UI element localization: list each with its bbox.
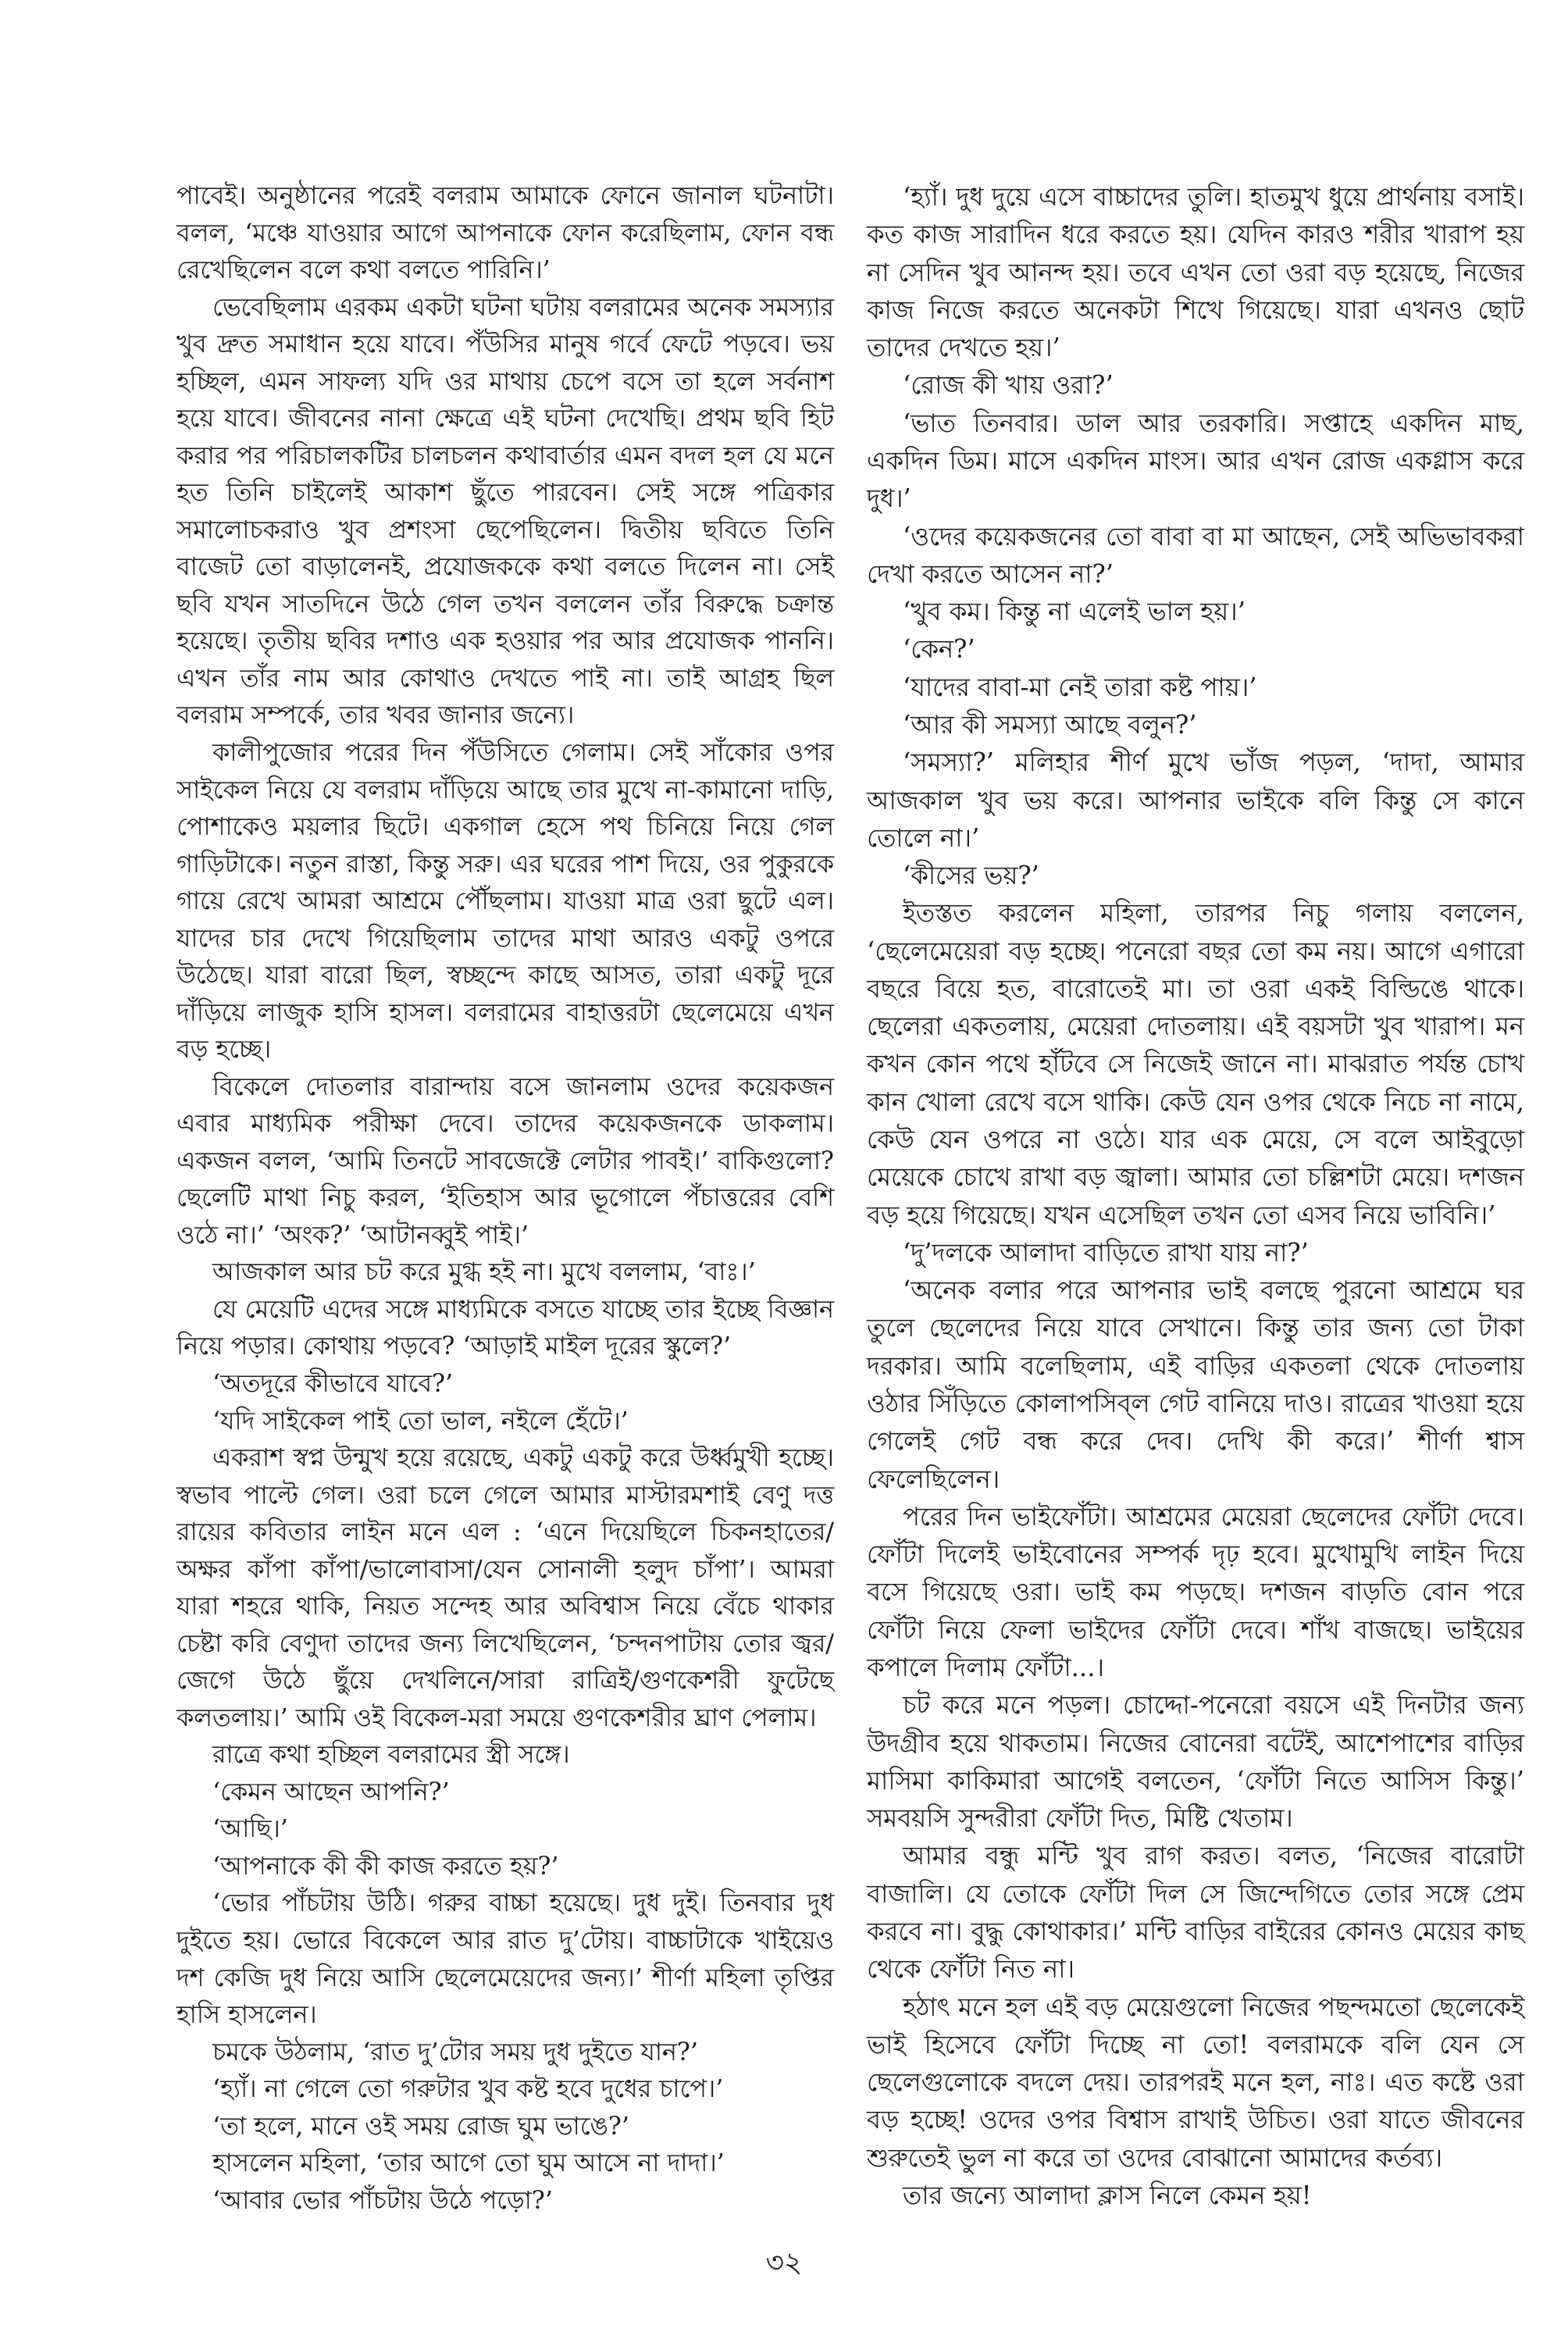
paragraph: চমকে উঠলাম, ‘রাত দু’টোর সময় দুধ দুইতে যান?’: [212, 2038, 699, 2067]
paragraph: ‘রোজ কী খায় ওরা?’: [903, 370, 1114, 401]
paragraph: ‘হ্যাঁ। না গেলে তো গরুটার খুব কষ্ট হবে দুধের চাপে।’: [212, 2075, 724, 2104]
paragraph: পরের দিন ভাইফোঁটা। আশ্রমের মেয়েরা ছেলেদের ফোঁটা দেবে। ফোঁটা দিলেই ভাইবোনের সম্পর্ক দৃঢ় হবে। মুখোমুখি লাইন দিয়ে বসে গিয়েছে ওরা। ভাই কম পড়ছে। দশজন বাড়তি বোন পরে ফোঁটা নিয়ে ফেলা ভাইদের ফোঁটা দেবে। শাঁখ বাজছে। ভাইয়ের কপালে দিলাম ফোঁটা...।: [867, 1501, 1524, 1682]
paragraph: ‘কেমন আছেন আপনি?’: [212, 1778, 450, 1806]
paragraph: পাবেই। অনুষ্ঠানের পরেই বলরাম আমাকে ফোনে জানাল ঘটনাটা। বলল, ‘মঞ্চে যাওয়ার আগে আপনাকে ফোন করেছিলাম, ফোন বন্ধ রেখেছিলেন বলে কথা বলতে পারিনি।’: [176, 182, 834, 285]
paragraph: কালীপুজোর পরের দিন পঁউসিতে গেলাম। সেই সাঁকোর ওপর সাইকেল নিয়ে যে বলরাম দাঁড়িয়ে আছে তার মুখে না-কামানো দাড়ি, পোশাকেও ময়লার ছিটে। একগাল হেসে পথ চিনিয়ে নিয়ে গেল গাড়িটাকে। নতুন রাস্তা, কিন্তু সরু। এর ঘরের পাশ দিয়ে, ওর পুকুরকে গায়ে রেখে আমরা আশ্রমে পৌঁছলাম। যাওয়া মাত্র ওরা ছুটে এল। যাদের চার দেখে গিয়েছিলাম তাদের মাথা আরও একটু ওপরে উঠেছে। যারা বারো ছিল, স্বচ্ছন্দে কাছে আসত, তারা একটু দূরে দাঁড়িয়ে লাজুক হাসি হাসল। বলরামের বাহাত্তরটা ছেলেমেয়ে এখন বড় হচ্ছে।: [176, 738, 835, 1064]
paragraph: আমার বন্ধু মন্টি খুব রাগ করত। বলত, ‘নিজের বারোটা বাজালি। যে তোকে ফোঁটা দিল সে জিন্দেগিতে তোর সঙ্গে প্রেম করবে না। বুদ্ধু কোথাকার।’ মন্টি বাড়ির বাইরের কোনও মেয়ের কাছ থেকে ফোঁটা নিত না।: [867, 1841, 1524, 1984]
page-number: ৩২: [765, 2247, 803, 2279]
paragraph: ‘কীসের ভয়?’: [903, 861, 1039, 891]
paragraph: চট করে মনে পড়ল। চোদ্দো-পনেরো বয়সে এই দিনটার জন্য উদগ্রীব হয়ে থাকতাম। নিজের বোনেরা বটেই, আশেপাশের বাড়ির মাসিমা কাকিমারা আগেই বলতেন, ‘ফোঁটা নিতে আসিস কিন্তু।’ সমবয়সি সুন্দরীরা ফোঁটা দিত, মিষ্টি খেতাম।: [867, 1690, 1524, 1834]
paragraph: ‘আছি।’: [212, 1815, 288, 1844]
paragraph: ‘অতদূরে কীভাবে যাবে?’: [212, 1370, 454, 1398]
paragraph: ‘যদি সাইকেল পাই তো ভাল, নইলে হেঁটে।’: [212, 1407, 629, 1435]
paragraph: ‘ভাত তিনবার। ডাল আর তরকারি। সপ্তাহে একদিন মাছ, একদিন ডিম। মাসে একদিন মাংস। আর এখন রোজ একগ্লাস করে দুধ।’: [867, 408, 1524, 514]
paragraph: ভেবেছিলাম এরকম একটা ঘটনা ঘটায় বলরামের অনেক সমস্যার খুব দ্রুত সমাধান হয়ে যাবে। পঁউসির মানুষ গর্বে ফেটে পড়বে। ভয় হচ্ছিল, এমন সাফল্য যদি ওর মাথায় চেপে বসে তা হলে সর্বনাশ হয়ে যাবে। জীবনের নানা ক্ষেত্রে এই ঘটনা দেখেছি। প্রথম ছবি হিট করার পর পরিচালকটির চালচলন কথাবার্তার এমন বদল হল যে মনে হত তিনি চাইলেই আকাশ ছুঁতে পারবেন। সেই সঙ্গে পত্রিকার সমালোচকরাও খুব প্রশংসা ছেপেছিলেন। দ্বিতীয় ছবিতে তিনি বাজেট তো বাড়ালেনই, প্রযোজককে কথা বলতে দিলেন না। সেই ছবি যখন সাতদিনে উঠে গেল তখন বললেন তাঁর বিরুদ্ধে চক্রান্ত হয়েছে। তৃতীয় ছবির দশাও এক হওয়ার পর আর প্রযোজক পাননি। এখন তাঁর নাম আর কোথাও দেখতে পাই না। তাই আগ্রহ ছিল বলরাম সম্পর্কে, তার খবর জানার জন্যে।: [176, 293, 834, 730]
paragraph: যে মেয়েটি এদের সঙ্গে মাধ্যমিকে বসতে যাচ্ছে তার ইচ্ছে বিজ্ঞান নিয়ে পড়ার। কোথায় পড়বে? ‘আড়াই মাইল দূরের স্কুলে?’: [176, 1295, 834, 1361]
paragraph: ‘ভোর পাঁচটায় উঠি। গরুর বাচ্চা হয়েছে। দুধ দুই। তিনবার দুধ দুইতে হয়। ভোরে বিকেলে আর রাত দু’টোয়। বাচ্চাটাকে খাইয়েও দশ কেজি দুধ নিয়ে আসি ছেলেমেয়েদের জন্য।’ শীর্ণা মহিলা তৃপ্তির হাসি হাসলেন।: [176, 1889, 834, 2030]
paragraph: ‘যাদের বাবা-মা নেই তারা কষ্ট পায়।’: [903, 672, 1257, 702]
paragraph: ‘কেন?’: [903, 634, 975, 665]
paragraph: ইতস্তত করলেন মহিলা, তারপর নিচু গলায় বললেন, ‘ছেলেমেয়েরা বড় হচ্ছে। পনেরো বছর তো কম নয়। আগে এগারো বছরে বিয়ে হত, বারোতেই মা। তা ওরা একই বিল্ডিঙে থাকে। ছেলেরা একতলায়, মেয়েরা দোতলায়। এই বয়সটা খুব খারাপ। মন কখন কোন পথে হাঁটবে সে নিজেই জানে না। মাঝরাত পর্যন্ত চোখ কান খোলা রেখে বসে থাকি। কেউ যেন ওপর থেকে নিচে না নামে, কেউ যেন ওপরে না ওঠে। যার এক মেয়ে, সে বলে আইবুড়ো মেয়েকে চোখে রাখা বড় জ্বালা। আমার তো চল্লিশটা মেয়ে। দশজন বড় হয়ে গিয়েছে। যখন এসেছিল তখন তো এসব নিয়ে ভাবিনি।’: [867, 898, 1524, 1230]
paragraph: বিকেলে দোতলার বারান্দায় বসে জানলাম ওদের কয়েকজন এবার মাধ্যমিক পরীক্ষা দেবে। তাদের কয়েকজনকে ডাকলাম। একজন বলল, ‘আমি তিনটে সাবজেক্টে লেটার পাবই।’ বাকিগুলো? ছেলেটি মাথা নিচু করল, ‘ইতিহাস আর ভূগোলে পঁচাত্তরের বেশি ওঠে না।’ ‘অংক?’ ‘আটানব্বুই পাই।’: [176, 1072, 834, 1250]
paragraph: একরাশ স্বপ্ন উন্মুখ হয়ে রয়েছে, একটু একটু করে উর্ধ্বমুখী হচ্ছে। স্বভাব পাল্টে গেল। ওরা চলে গেলে আমার মাস্টারমশাই বেণু দত্ত রায়ের কবিতার লাইন মনে এল : ‘এনে দিয়েছিলে চিকনহাতের/অক্ষর কাঁপা কাঁপা/ভালোবাসা/যেন সোনালী হলুদ চাঁপা’। আমরা যারা শহরে থাকি, নিয়ত সন্দেহ আর অবিশ্বাস নিয়ে বেঁচে থাকার চেষ্টা করি বেণুদা তাদের জন্য লিখেছিলেন, ‘চন্দনপাটায় তোর জ্বর/জেগে উঠে ছুঁয়ে দেখলিনে/সারা রাত্রিই/গুণকেশরী ফুটেছে কলতলায়।’ আমি ওই বিকেল-মরা সময়ে গুণকেশরীর ঘ্রাণ পেলাম।: [176, 1444, 834, 1732]
paragraph: ‘তা হলে, মানে ওই সময় রোজ ঘুম ভাঙে?’: [212, 2112, 629, 2141]
paragraph: ‘সমস্যা?’ মলিহার শীর্ণ মুখে ভাঁজ পড়ল, ‘দাদা, আমার আজকাল খুব ভয় করে। আপনার ভাইকে বলি কিন্তু সে কানে তোলে না।’: [867, 747, 1524, 853]
paragraph: ‘হ্যাঁ। দুধ দুয়ে এসে বাচ্চাদের তুলি। হাতমুখ ধুয়ে প্রার্থনায় বসাই। কত কাজ সারাদিন ধরে করতে হয়। যেদিন কারও শরীর খারাপ হয় না সেদিন খুব আনন্দ হয়। তবে এখন তো ওরা বড় হয়েছে, নিজের কাজ নিজে করতে অনেকটা শিখে গিয়েছে। যারা এখনও ছোট তাদের দেখতে হয়।’: [867, 182, 1524, 363]
paragraph: হঠাৎ মনে হল এই বড় মেয়েগুলো নিজের পছন্দমতো ছেলেকেই ভাই হিসেবে ফোঁটা দিচ্ছে না তো! বলরামকে বলি যেন সে ছেলেগুলোকে বদলে দেয়। তারপরই মনে হল, নাঃ। এত কষ্টে ওরা বড় হচ্ছে! ওদের ওপর বিশ্বাস রাখাই উচিত। ওরা যাতে জীবনের শুরুতেই ভুল না করে তা ওদের বোঝানো আমাদের কর্তব্য।: [867, 1992, 1524, 2173]
paragraph: ‘ওদের কয়েকজনের তো বাবা বা মা আছেন, সেই অভিভাবকরা দেখা করতে আসেন না?’: [867, 521, 1524, 589]
left-column: [176, 178, 834, 2220]
paragraph: রাত্রে কথা হচ্ছিল বলরামের স্ত্রী সঙ্গে।: [212, 1741, 570, 1770]
paragraph: ‘আপনাকে কী কী কাজ করতে হয়?’: [212, 1852, 559, 1881]
paragraph: ‘খুব কম। কিন্তু না এলেই ভাল হয়।’: [903, 597, 1245, 627]
paragraph: ‘আবার ভোর পাঁচটায় উঠে পড়ো?’: [212, 2186, 553, 2215]
paragraph: হাসলেন মহিলা, ‘তার আগে তো ঘুম আসে না দাদা।’: [212, 2149, 725, 2178]
paragraph: ‘অনেক বলার পরে আপনার ভাই বলছে পুরনো আশ্রমে ঘর তুলে ছেলেদের নিয়ে যাবে সেখানে। কিন্তু তার জন্য তো টাকা দরকার। আমি বলেছিলাম, এই বাড়ির একতলা থেকে দোতলায় ওঠার সিঁড়িতে কোলাপসিব্‌ল গেট বানিয়ে দাও। রাত্রের খাওয়া হয়ে গেলেই গেট বন্ধ করে দেব। দেখি কী করে।’ শীর্ণা শ্বাস ফেলেছিলেন।: [867, 1275, 1524, 1494]
paragraph: ‘আর কী সমস্যা আছে বলুন?’: [903, 709, 1197, 740]
right-column: [867, 178, 1524, 2214]
paragraph: ‘দু’দলকে আলাদা বাড়িতে রাখা যায় না?’: [903, 1237, 1309, 1268]
paragraph: আজকাল আর চট করে মুগ্ধ হই না। মুখে বললাম, ‘বাঃ।’: [212, 1258, 756, 1287]
paragraph: তার জন্যে আলাদা ক্লাস নিলে কেমন হয়!: [903, 2180, 1312, 2210]
